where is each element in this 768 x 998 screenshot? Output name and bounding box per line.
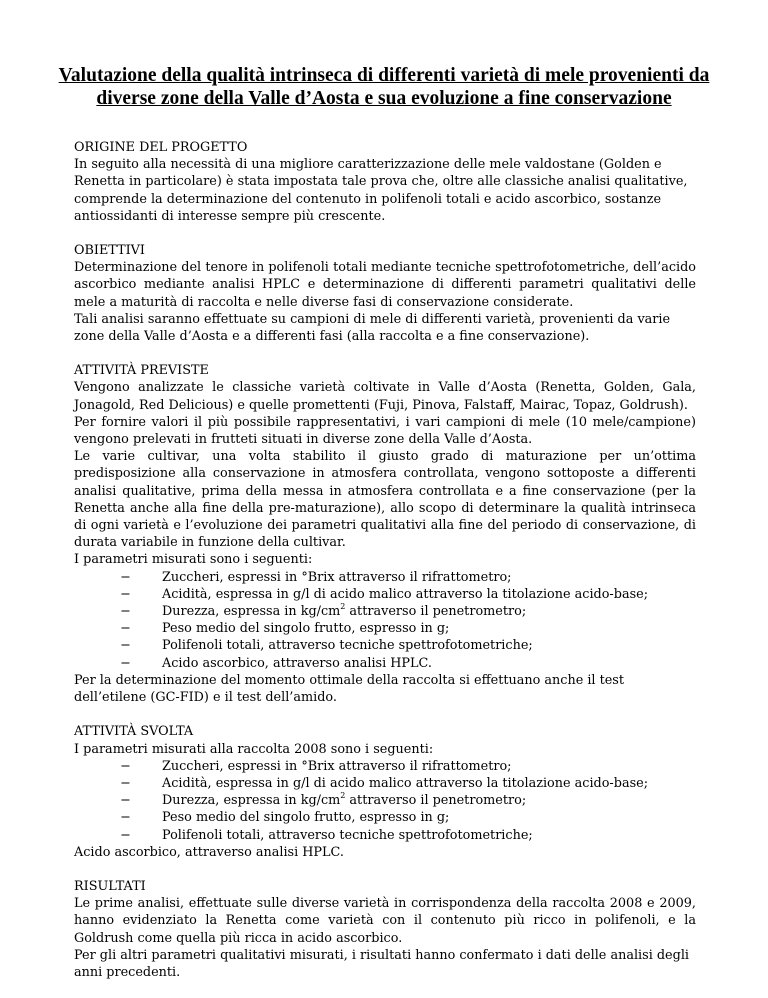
- paragraph-obiettivi-1: Determinazione del tenore in polifenoli totali mediante tecniche spettrofotometriche, dell’acido ascorbico mediante analisi HPLC e determinazione di differenti parametri qualitativi delle mele a maturità di raccolta e nelle diverse fasi di conservazione considerate.: [74, 260, 696, 310]
- list-item: − Polifenoli totali, attraverso tecniche spettrofotometriche;: [162, 827, 696, 844]
- section-attivita-previste: [74, 362, 696, 706]
- paragraph-previste-closing: Per la determinazione del momento ottimale della raccolta si effettuano anche il test dell’etilene (GC-FID) e il test dell’amido.: [74, 672, 625, 706]
- document-body: [74, 139, 696, 998]
- parameter-list-svolta: [74, 758, 696, 844]
- paragraph-previste-3: Le varie cultivar, una volta stabilito il giusto grado di maturazione per un’ottima predisposizione alla conservazione in atmosfera controllata, vengono sottoposte a differenti analisi qualitative, prima della messa in atmosfera controllata e a fine conservazione (per la Renetta anche alla fine della pre-maturazione), allo scopo di determinare la qualità intrinseca di ogni varietà e l’evoluzione dei parametri qualitativi alla fine del periodo di conservazione, di durata variabile in funzione della cultivar.: [74, 449, 696, 551]
- paragraph-origine: In seguito alla necessità di una migliore caratterizzazione delle mele valdostane (Golden e Renetta in particolare) è stata impostata tale prova che, oltre alle classiche analisi qualitative, comprende la determinazione del contenuto in polifenoli totali e acido ascorbico, sostanze antiossidanti di interesse sempre più crescente.: [74, 157, 688, 224]
- list-item: − Acido ascorbico, attraverso analisi HPLC.: [162, 655, 696, 672]
- section-heading-origine: ORIGINE DEL PROGETTO: [74, 140, 248, 155]
- superscript: 2: [340, 791, 346, 801]
- list-item: [162, 603, 696, 620]
- list-item-text: Durezza, espressa in kg/cm: [162, 604, 341, 620]
- section-attivita-svolta: [74, 723, 696, 861]
- paragraph-previste-1: Vengono analizzate le classiche varietà coltivate in Valle d’Aosta (Renetta, Golden, Gala, Jonagold, Red Delicious) e quelle promettenti (Fuji, Pinova, Falstaff, Mairac, Topaz, Goldrush).: [74, 380, 696, 413]
- list-item: − Acidità, espressa in g/l di acido malico attraverso la titolazione acido-base;: [162, 586, 696, 603]
- section-obiettivi: [74, 242, 696, 345]
- superscript: 2: [340, 602, 346, 612]
- section-heading-attivita-svolta: ATTIVITÀ SVOLTA: [74, 724, 194, 740]
- title-line-2: diverse zone della Valle d’Aosta e sua evoluzione a fine conservazione: [96, 88, 672, 109]
- section-heading-attivita-previste: ATTIVITÀ PREVISTE: [74, 363, 209, 379]
- section-origine: [74, 139, 696, 225]
- list-item-tail: attraverso il penetrometro;: [345, 793, 527, 809]
- list-item: [162, 792, 696, 809]
- list-item-text: Durezza, espressa in kg/cm: [162, 793, 341, 809]
- list-item-tail: attraverso il penetrometro;: [345, 604, 527, 620]
- title-line-1: Valutazione della qualità intrinseca di differenti varietà di mele provenienti da: [58, 65, 710, 86]
- document-title: [20, 64, 748, 110]
- paragraph-svolta-closing: Acido ascorbico, attraverso analisi HPLC.: [74, 844, 344, 860]
- section-heading-risultati: RISULTATI: [74, 878, 146, 894]
- paragraph-obiettivi-2: Tali analisi saranno effettuate su campioni di mele di differenti varietà, provenienti da varie zone della Valle d’Aosta e a differenti fasi (alla raccolta e a fine conservazione).: [74, 311, 671, 345]
- list-item: − Peso medio del singolo frutto, espresso in g;: [162, 809, 696, 826]
- paragraph-previste-2: Per fornire valori il più possibile rappresentativi, i vari campioni di mele (10 mele/campione) vengono prelevati in frutteti situati in diverse zone della Valle d’Aosta.: [74, 414, 696, 448]
- list-item: − Acidità, espressa in g/l di acido malico attraverso la titolazione acido-base;: [162, 775, 696, 792]
- list-item: − Peso medio del singolo frutto, espresso in g;: [162, 620, 696, 637]
- list-item: − Zuccheri, espressi in °Brix attraverso il rifrattometro;: [162, 569, 696, 586]
- list-intro-previste: I parametri misurati sono i seguenti:: [74, 552, 313, 568]
- list-item: − Zuccheri, espressi in °Brix attraverso il rifrattometro;: [162, 758, 696, 775]
- list-item: − Polifenoli totali, attraverso tecniche spettrofotometriche;: [162, 637, 696, 654]
- section-risultati: [74, 878, 696, 981]
- parameter-list-previste: [74, 569, 696, 672]
- list-intro-svolta: I parametri misurati alla raccolta 2008 sono i seguenti:: [74, 741, 434, 757]
- paragraph-risultati-1: Le prime analisi, effettuate sulle diverse varietà in corrispondenza della raccolta 2008 e 2009, hanno evidenziato la Renetta come varietà con il contenuto più ricco in polifenoli, e la Goldrush come quella più ricca in acido ascorbico.: [74, 896, 696, 946]
- paragraph-risultati-2: Per gli altri parametri qualitativi misurati, i risultati hanno confermato i dati delle analisi degli anni precedenti.: [74, 947, 690, 980]
- section-heading-obiettivi: OBIETTIVI: [74, 243, 145, 259]
